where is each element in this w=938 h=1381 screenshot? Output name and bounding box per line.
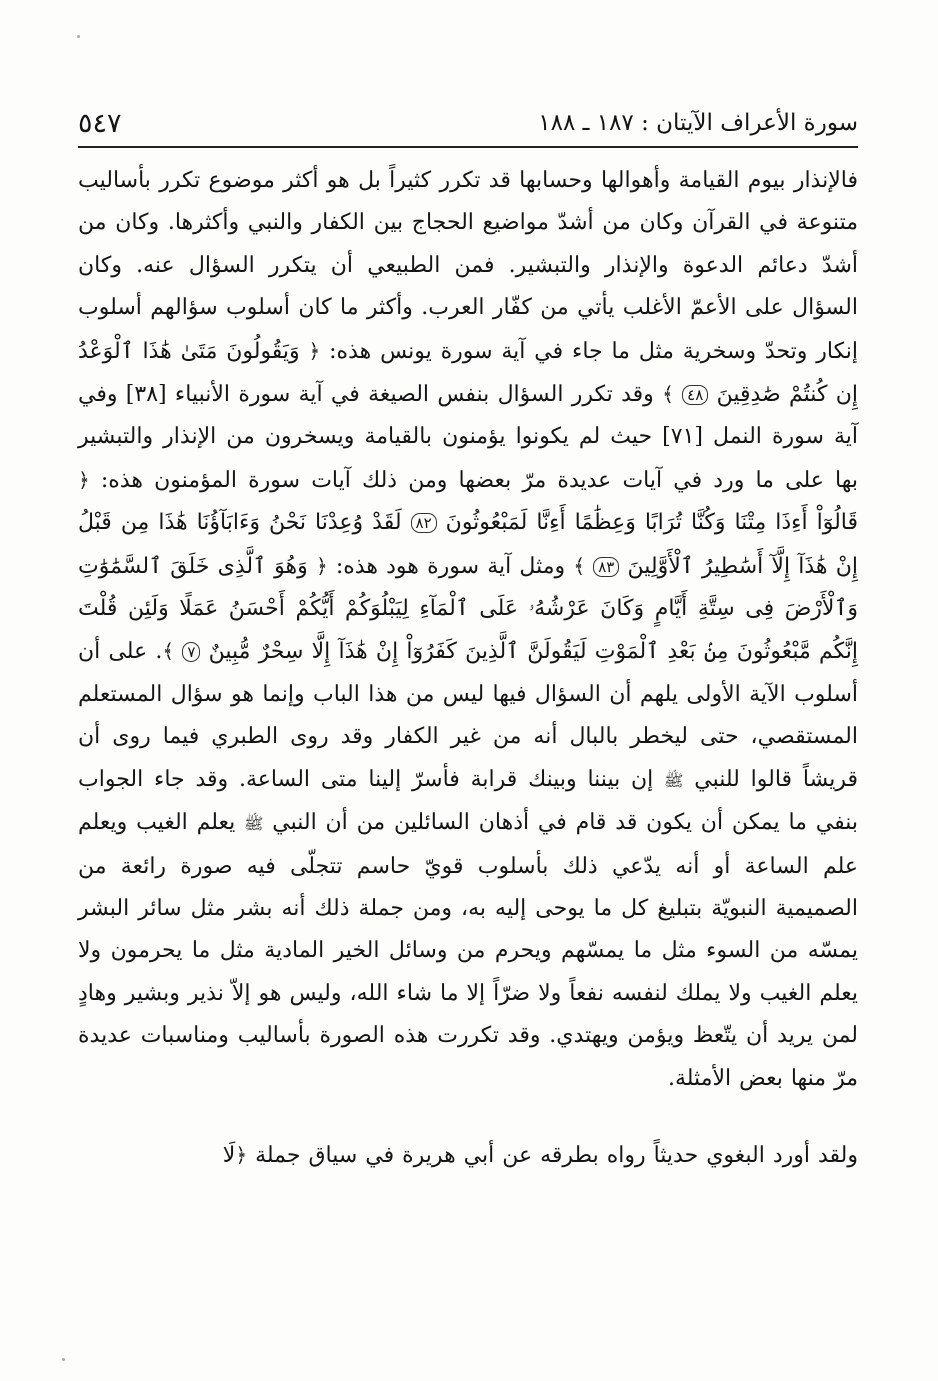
- ayah-number-marker: ٧: [182, 642, 200, 662]
- quran-verse-muminun-83: لَقَدْ وُعِدْنَا نَحْنُ وَءَابَآؤُنَا هَٰذَا مِن قَبْلُ إِنْ هَٰذَآ إِلَّآ أَسَٰطِيرُ ٱلْأَوَّلِينَ: [78, 510, 858, 579]
- running-header: [78, 108, 858, 148]
- ayah-number-marker: ٤٨: [682, 385, 708, 405]
- ayah-number-marker: ٨٢: [411, 513, 437, 533]
- paragraph-1: [78, 160, 858, 1100]
- verse-open-bracket: ﴿: [78, 467, 90, 492]
- header-rule: [78, 146, 858, 148]
- prose-segment: ومثل آية سورة هود هذه:: [335, 553, 566, 579]
- prose-segment: إن بيننا وبينك قرابة فأسرّ إلينا متى الساعة. وقد جاء الجواب بنفي ما يمكن أن يكون قد قام في أذهان السائلين من أن النبي: [78, 766, 858, 836]
- verse-open-bracket: ﴿: [308, 338, 321, 363]
- scan-speck: [77, 35, 80, 38]
- verse-close-bracket: ﴾: [573, 553, 586, 578]
- quran-verse-muminun-82: قَالُوٓاْ أَءِذَا مِتْنَا وَكُنَّا تُرَابًا وَعِظَٰمًا أَءِنَّا لَمَبْعُوثُونَ: [445, 510, 858, 536]
- page-number: ٥٤٧: [78, 108, 122, 139]
- prose-segment: فالإنذار بيوم القيامة وأهوالها وحسابها قد تكرر كثيراً بل هو أكثر موضوع تكرر بأساليب متنوعة في القرآن وكان من أشدّ مواضيع الحجاج بين الكفار والنبي وأكثرها. وكان من أشدّ دعائم الدعوة والإنذار والتبشير. فمن الطبيعي أن يتكرر السؤال عنه. وكان السؤال على الأعمّ الأغلب يأتي من كفّار العرب. وأكثر ما كان أسلوب سؤالهم أسلوب إنكار وتحدّ وسخرية مثل ما جاء في آية سورة يونس هذه:: [78, 168, 858, 364]
- verse-open-bracket: ﴿: [235, 1142, 248, 1167]
- verse-close-bracket: ﴾: [162, 639, 175, 664]
- prose-segment: ولقد أورد البغوي حديثاً رواه بطرقه عن أبي هريرة في سياق جملة: [255, 1142, 858, 1168]
- prose-segment: . على أن أسلوب الآية الأولى يلهم أن السؤال فيها ليس من هذا الباب وإنما هو سؤال المستعلم المستقصي، حتى ليخطر بالبال أنه من غير الكفار وقد روى الطبري فيما روى أن قريشاً قالوا للنبي: [78, 639, 858, 792]
- scan-speck: [62, 1358, 65, 1361]
- main-text: [78, 160, 858, 1177]
- quran-verse-yunus-48: وَيَقُولُونَ مَتَىٰ هَٰذَا ٱلْوَعْدُ إِن كُنتُمْ صَٰدِقِينَ: [78, 338, 858, 408]
- prose-segment: يعلم الغيب ويعلم علم الساعة أو أنه يدّعي ذلك بأسلوب قويّ حاسم تتجلّى فيه صورة رائعة من الصميمية النبويّة بتبليغ كل ما يوحى إليه به، ومن جملة ذلك أنه بشر مثل سائر البشر يمسّه من السوء مثل ما يمسّهم ويحرم من وسائل الخير المادية مثل ما يحرمون ولا يعلم الغيب ولا يملك لنفسه نفعاً ولا ضرّاً إلا ما شاء الله، وليس هو إلاّ نذير وبشير وهادٍ لمن يريد أن يتّعظ ويؤمن ويهتدي. وقد تكررت هذه الصورة بأساليب ومناسبات عديدة مرّ منها بعض الأمثلة.: [78, 810, 858, 1091]
- verse-open-bracket: ﴿: [315, 553, 328, 578]
- header-title: سورة الأعراف الآيتان : ١٨٧ ـ ١٨٨: [538, 110, 858, 136]
- verse-close-bracket: ﴾: [662, 382, 674, 407]
- quran-verse-fragment: لَا: [222, 1142, 236, 1168]
- honorific-ligature: ﷺ: [244, 814, 264, 834]
- honorific-ligature: ﷺ: [664, 770, 684, 790]
- quran-verse-hud-7: وَهُوَ ٱلَّذِى خَلَقَ ٱلسَّمَٰوَٰتِ وَٱلْأَرْضَ فِى سِتَّةِ أَيَّامٍ وَكَانَ عَرْشُهُۥ عَلَى ٱلْمَآءِ لِيَبْلُوَكُمْ أَيُّكُمْ أَحْسَنُ عَمَلًا وَلَئِن قُلْتَ إِنَّكُم مَّبْعُوثُونَ مِنۢ بَعْدِ ٱلْمَوْتِ لَيَقُولَنَّ ٱلَّذِينَ كَفَرُوٓاْ إِنْ هَٰذَآ إِلَّا سِحْرٌ مُّبِينٌ: [78, 553, 858, 665]
- paragraph-2: [78, 1134, 858, 1177]
- ayah-number-marker: ٨٣: [593, 557, 619, 577]
- prose-segment: وقد تكرر السؤال بنفس الصيغة في آية سورة الأنبياء [٣٨] وفي آية سورة النمل [٧١] حيث لم يكونوا يؤمنون بالقيامة ويسخرون من الإنذار والتبشير بها على ما ورد في آيات عديدة مرّ بعضها ومن ذلك آيات سورة المؤمنون هذه:: [78, 382, 858, 493]
